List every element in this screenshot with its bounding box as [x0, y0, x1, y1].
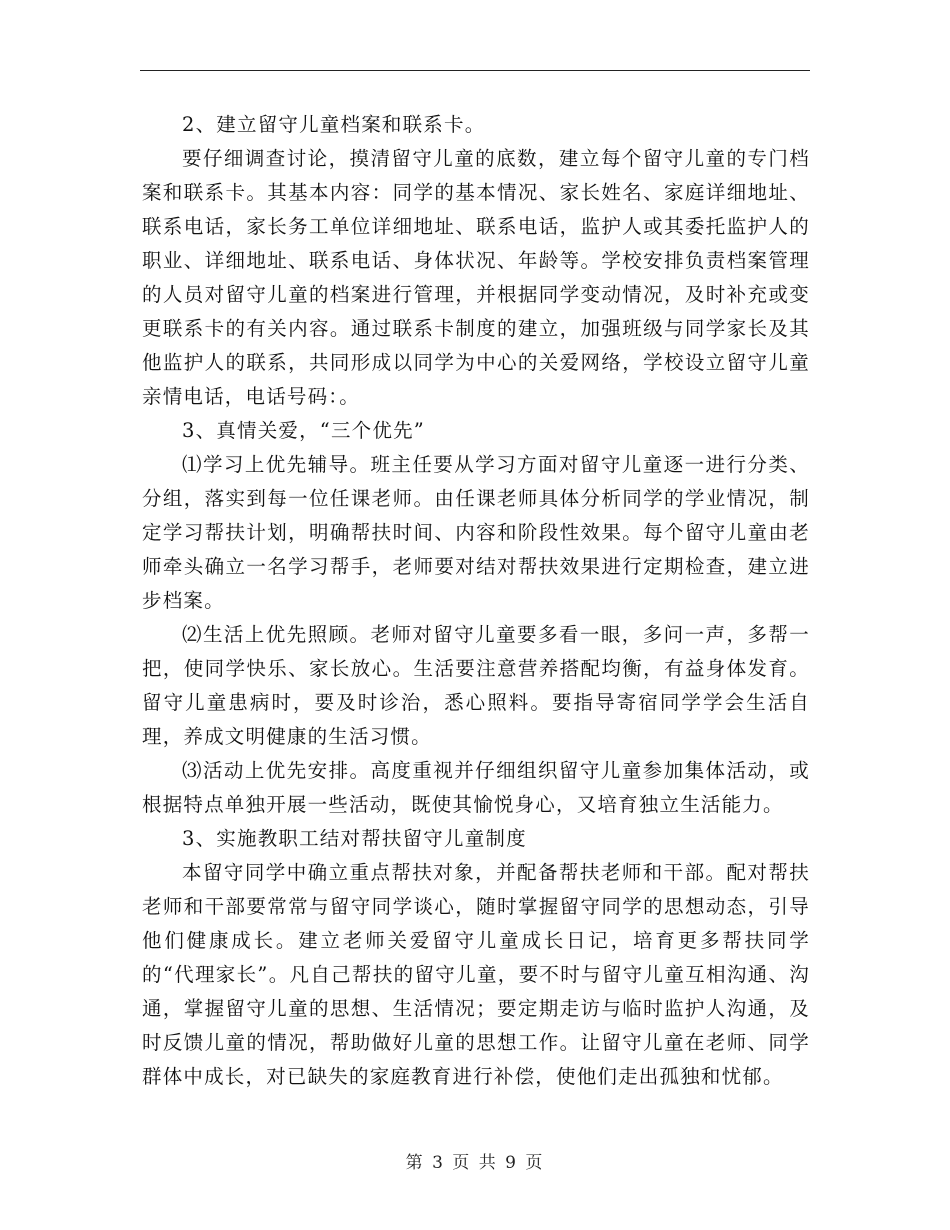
section-heading-pairing: 3、实施教职工结对帮扶留守儿童制度	[182, 827, 527, 850]
paragraph-study-priority: ⑴学习上优先辅导。班主任要从学习方面对留守儿童逐一进行分类、分组，落实到每一位任课老师。由任课老师具体分析同学的学业情况，制定学习帮扶计划，明确帮扶时间、内容和阶段性效果。每个留守儿童由老师牵头确立一名学习帮手，老师要对结对帮扶效果进行定期检查，建立进步档案。	[142, 453, 810, 612]
paragraph-pairing-details: 本留守同学中确立重点帮扶对象，并配备帮扶老师和干部。配对帮扶老师和干部要常常与留守同学谈心，随时掌握留守同学的思想动态，引导他们健康成长。建立老师关爱留守儿童成长日记，培育更多帮扶同学的“代理家长”。凡自己帮扶的留守儿童，要不时与留守儿童互相沟通、沟通，掌握留守儿童的思想、生活情况；要定期走访与临时监护人沟通，及时反馈儿童的情况，帮助做好儿童的思想工作。让留守儿童在老师、同学群体中成长，对已缺失的家庭教育进行补偿，使他们走出孤独和忧郁。	[142, 861, 810, 1088]
page-number-footer: 第 3 页 共 9 页	[405, 1153, 545, 1173]
paragraph-archive-details: 要仔细调查讨论，摸清留守儿童的底数，建立每个留守儿童的专门档案和联系卡。其基本内容：同学的基本情况、家长姓名、家庭详细地址、联系电话，家长务工单位详细地址、联系电话，监护人或其委托监护人的职业、详细地址、联系电话、身体状况、年龄等。学校安排负责档案管理的人员对留守儿童的档案进行管理，并根据同学变动情况，及时补充或变更联系卡的有关内容。通过联系卡制度的建立，加强班级与同学家长及其他监护人的联系，共同形成以同学为中心的关爱网络，学校设立留守儿童亲情电话，电话号码：。	[142, 147, 810, 408]
paragraph-life-priority: ⑵生活上优先照顾。老师对留守儿童要多看一眼，多问一声，多帮一把，使同学快乐、家长放心。生活要注意营养搭配均衡，有益身体发育。留守儿童患病时，要及时诊治，悉心照料。要指导寄宿同学学会生活自理，养成文明健康的生活习惯。	[142, 623, 810, 748]
paragraph-activity-priority: ⑶活动上优先安排。高度重视并仔细组织留守儿童参加集体活动，或根据特点单独开展一些活动，既使其愉悦身心，又培育独立生活能力。	[142, 759, 810, 816]
document-body	[142, 108, 810, 1094]
header-rule	[140, 70, 810, 71]
section-heading-three-priorities: 3、真情关爱，“三个优先”	[182, 419, 425, 442]
section-heading-archive: 2、建立留守儿童档案和联系卡。	[182, 113, 486, 136]
